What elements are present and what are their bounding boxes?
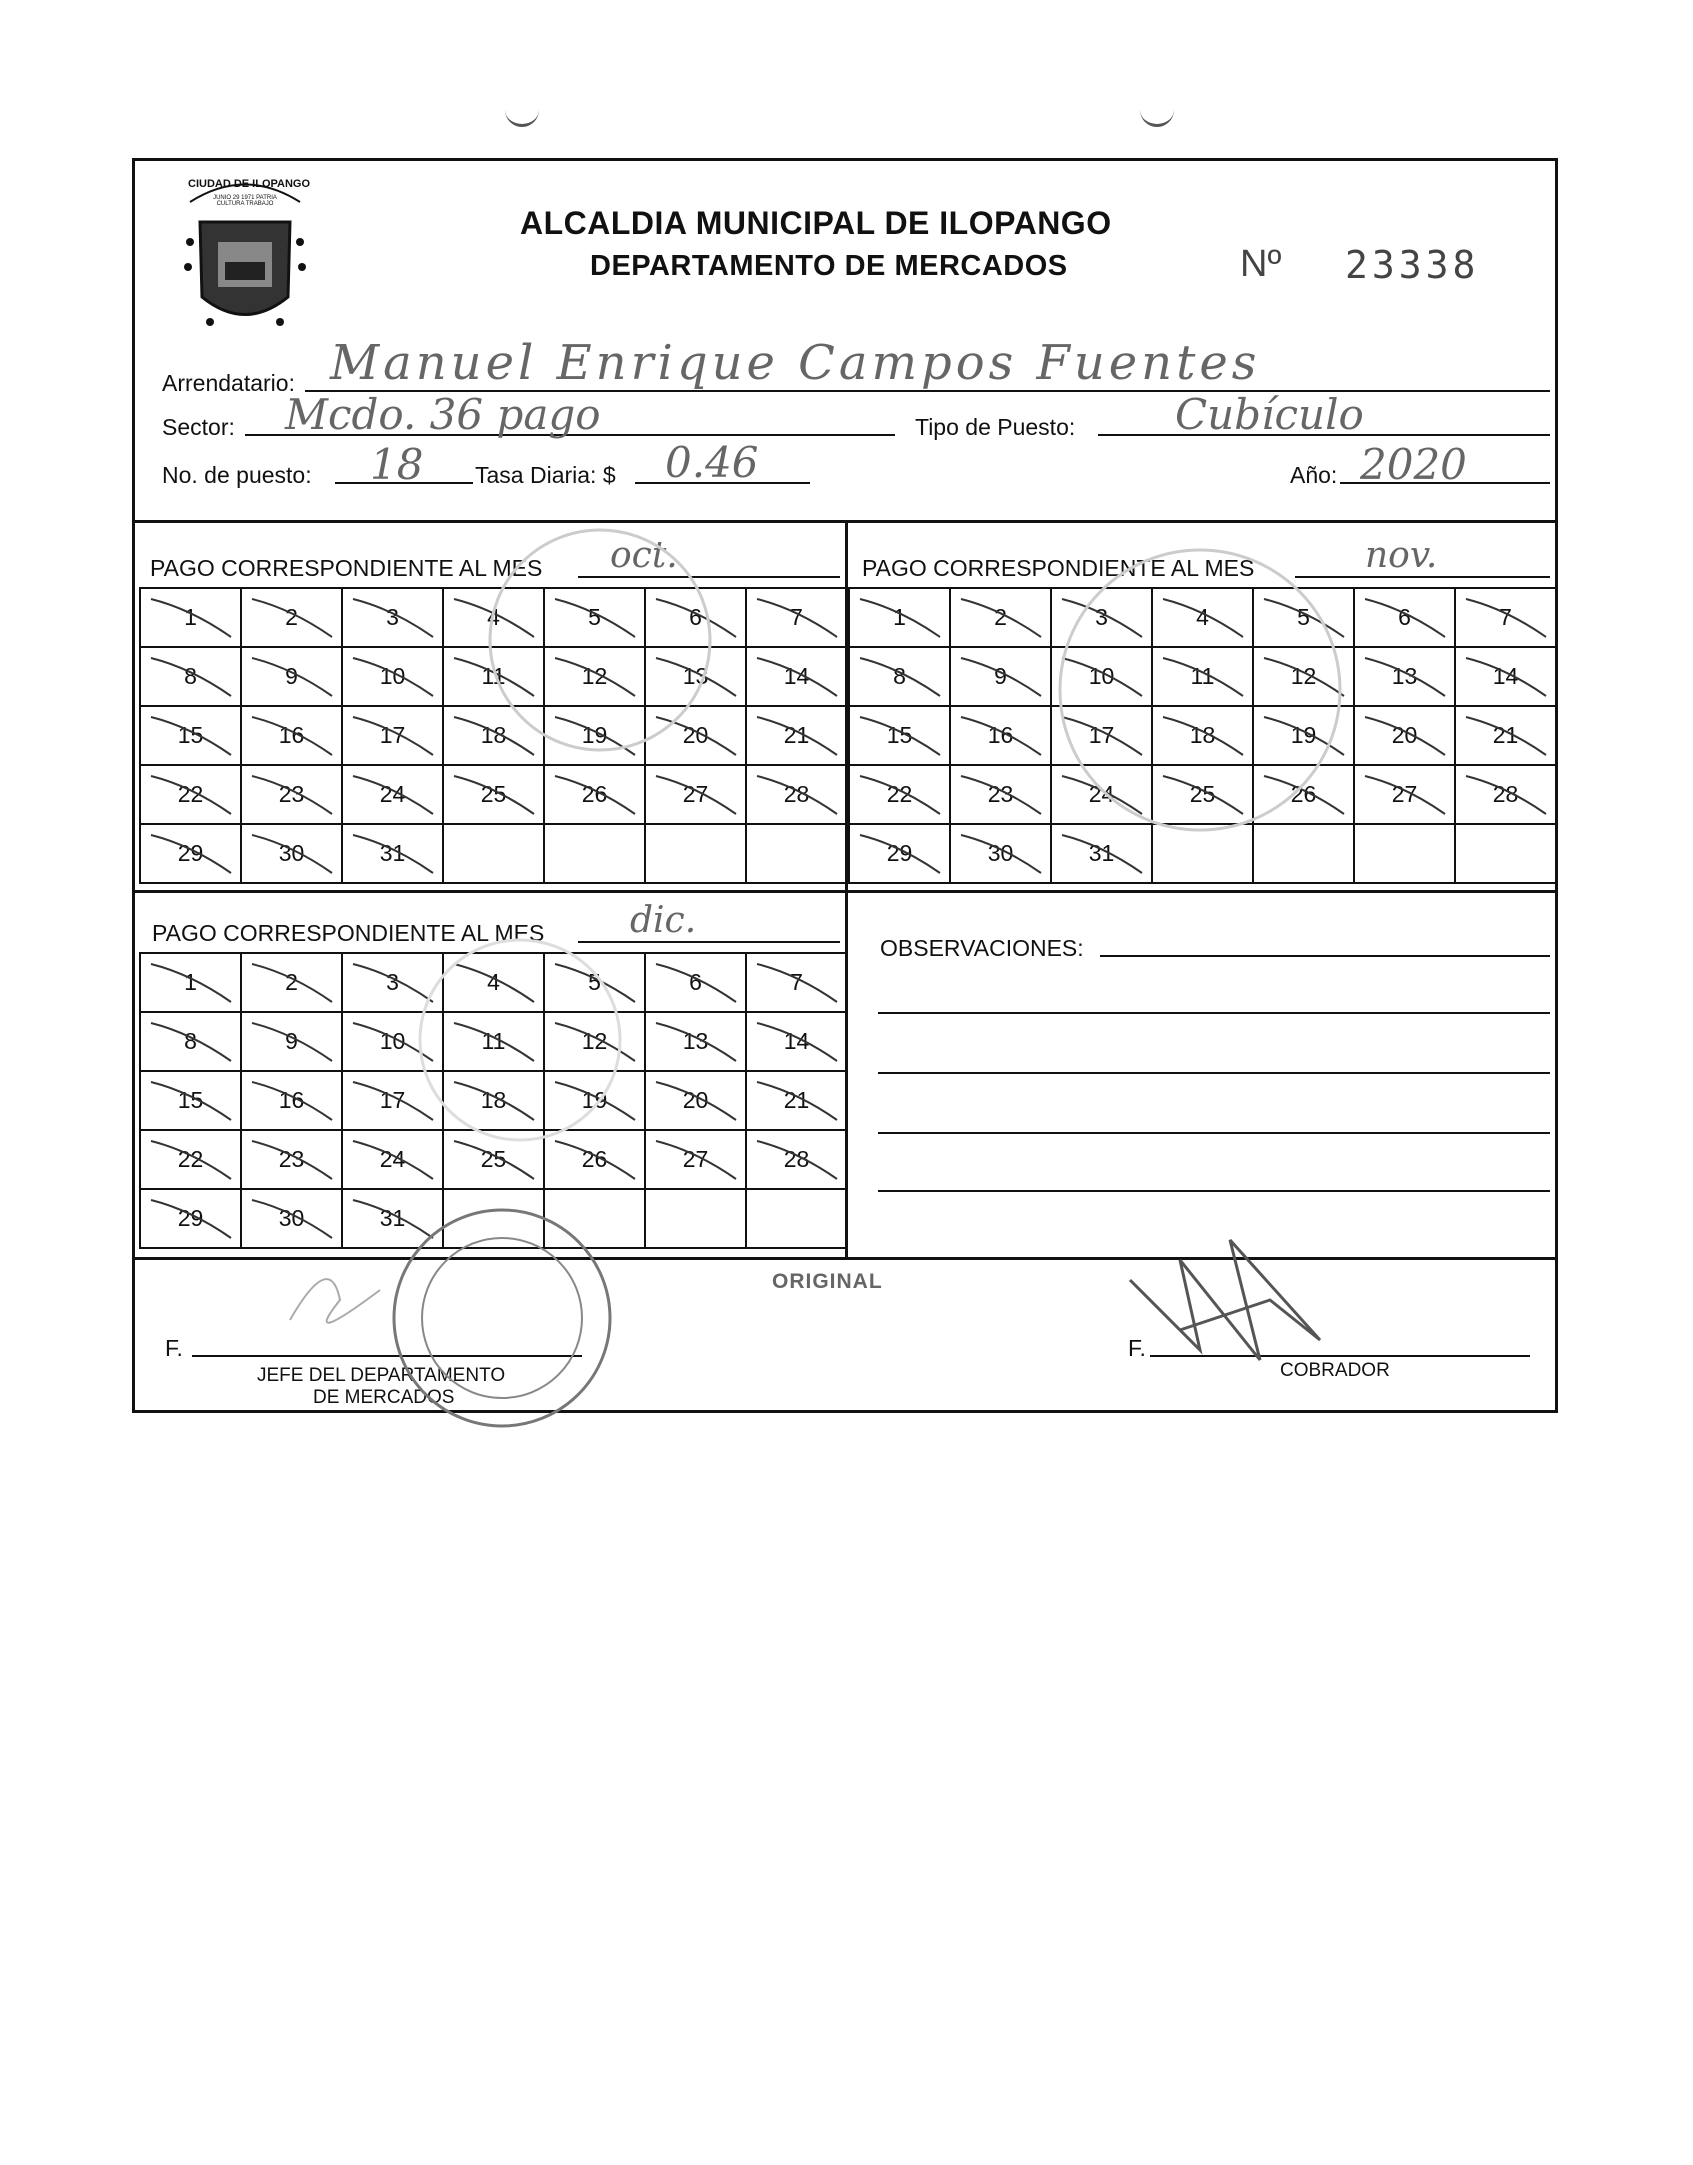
payment-tick-mark	[343, 825, 442, 882]
payment-tick-mark	[444, 1131, 543, 1188]
month-1-value: oct.	[610, 535, 678, 576]
payment-tick-mark	[951, 707, 1050, 764]
day-cell: 12	[544, 647, 645, 706]
tipo-puesto-label: Tipo de Puesto:	[915, 414, 1076, 440]
month-3-value: dic.	[630, 900, 697, 941]
day-cell: 15	[140, 706, 241, 765]
month-2-line	[1295, 576, 1550, 578]
day-cell	[645, 824, 746, 883]
day-cell: 30	[241, 824, 342, 883]
payment-tick-mark	[646, 648, 745, 705]
payment-tick-mark	[1052, 707, 1151, 764]
payment-tick-mark	[1355, 707, 1454, 764]
month-1-label: PAGO CORRESPONDIENTE AL MES	[150, 555, 543, 581]
day-cell: 21	[746, 1071, 847, 1130]
payment-tick-mark	[242, 1131, 341, 1188]
payment-tick-mark	[1254, 766, 1353, 823]
day-cell: 5	[544, 588, 645, 647]
middle-divider	[132, 890, 1558, 893]
payment-tick-mark	[1052, 825, 1151, 882]
payment-tick-mark	[343, 954, 442, 1011]
day-cell: 20	[1354, 706, 1455, 765]
payment-tick-mark	[444, 648, 543, 705]
day-cell: 19	[544, 706, 645, 765]
day-cell: 25	[1152, 765, 1253, 824]
anio-value: 2020	[1360, 440, 1467, 489]
payment-tick-mark	[747, 1072, 846, 1129]
seal-small-text: JUNIO 29 1971 PATRIA CULTURA TRABAJO	[213, 195, 277, 207]
payment-tick-mark	[141, 1072, 240, 1129]
month-3-label: PAGO CORRESPONDIENTE AL MES	[152, 920, 545, 946]
day-cell: 20	[645, 1071, 746, 1130]
payment-tick-mark	[1153, 707, 1252, 764]
payment-tick-mark	[444, 1072, 543, 1129]
day-cell	[1455, 824, 1556, 883]
day-cell: 19	[1253, 706, 1354, 765]
payment-tick-mark	[1153, 589, 1252, 646]
payment-tick-mark	[951, 766, 1050, 823]
payment-tick-mark	[343, 589, 442, 646]
jefe-label-line2: DE MERCADOS	[313, 1387, 455, 1408]
payment-tick-mark	[850, 825, 949, 882]
month-2-day-grid	[848, 587, 1557, 884]
arrendatario-label: Arrendatario:	[162, 370, 295, 396]
payment-tick-mark	[343, 766, 442, 823]
payment-tick-mark	[1254, 707, 1353, 764]
day-cell: 1	[140, 953, 241, 1012]
day-cell: 20	[645, 706, 746, 765]
day-cell: 18	[443, 1071, 544, 1130]
day-cell: 28	[1455, 765, 1556, 824]
payment-tick-mark	[141, 1131, 240, 1188]
month-3-line	[578, 941, 840, 943]
payment-tick-mark	[343, 1190, 442, 1247]
puesto-label: No. de puesto:	[162, 462, 312, 488]
day-cell	[544, 1189, 645, 1248]
day-cell	[544, 824, 645, 883]
payment-tick-mark	[343, 648, 442, 705]
day-cell: 31	[1051, 824, 1152, 883]
observaciones-line-3	[878, 1132, 1550, 1134]
observaciones-line-2	[878, 1072, 1550, 1074]
day-cell: 12	[544, 1012, 645, 1071]
original-label: ORIGINAL	[772, 1270, 883, 1293]
day-cell: 3	[1051, 588, 1152, 647]
payment-tick-mark	[1153, 766, 1252, 823]
day-cell: 13	[645, 1012, 746, 1071]
day-cell	[1354, 824, 1455, 883]
day-cell: 24	[342, 765, 443, 824]
day-cell: 10	[342, 1012, 443, 1071]
day-cell	[645, 1189, 746, 1248]
day-cell: 16	[950, 706, 1051, 765]
tasa-value: 0.46	[665, 438, 759, 487]
payment-tick-mark	[850, 766, 949, 823]
payment-tick-mark	[545, 648, 644, 705]
payment-tick-mark	[545, 954, 644, 1011]
payment-tick-mark	[141, 648, 240, 705]
payment-tick-mark	[444, 766, 543, 823]
day-cell: 6	[645, 953, 746, 1012]
payment-tick-mark	[646, 1013, 745, 1070]
day-cell: 21	[746, 706, 847, 765]
day-cell: 8	[140, 1012, 241, 1071]
day-cell: 16	[241, 706, 342, 765]
day-cell: 2	[241, 588, 342, 647]
day-cell: 27	[645, 1130, 746, 1189]
month-1-line	[578, 576, 840, 578]
day-cell: 5	[1253, 588, 1354, 647]
day-cell: 4	[443, 588, 544, 647]
punch-hole-right	[1140, 98, 1174, 127]
payment-tick-mark	[242, 1072, 341, 1129]
day-cell: 8	[140, 647, 241, 706]
seal-text: CIUDAD DE ILOPANGO	[188, 178, 311, 190]
payment-tick-mark	[545, 1013, 644, 1070]
payment-tick-mark	[850, 707, 949, 764]
day-cell: 25	[443, 1130, 544, 1189]
signature-left-line	[192, 1355, 582, 1357]
signature-right-line	[1150, 1355, 1530, 1357]
day-cell: 14	[746, 647, 847, 706]
payment-tick-mark	[242, 954, 341, 1011]
payment-tick-mark	[242, 648, 341, 705]
day-cell: 6	[1354, 588, 1455, 647]
day-cell: 9	[241, 1012, 342, 1071]
day-cell: 11	[443, 1012, 544, 1071]
payment-tick-mark	[343, 1072, 442, 1129]
payment-tick-mark	[850, 589, 949, 646]
payment-tick-mark	[141, 589, 240, 646]
day-cell: 30	[241, 1189, 342, 1248]
observaciones-label: OBSERVACIONES:	[880, 935, 1084, 961]
day-cell: 2	[241, 953, 342, 1012]
month-1-day-grid	[139, 587, 848, 884]
payment-tick-mark	[747, 589, 846, 646]
payment-tick-mark	[747, 766, 846, 823]
payment-tick-mark	[1355, 589, 1454, 646]
day-cell: 22	[849, 765, 950, 824]
payment-tick-mark	[141, 1190, 240, 1247]
payment-tick-mark	[646, 1131, 745, 1188]
tasa-label: Tasa Diaria: $	[475, 462, 616, 488]
day-cell	[443, 1189, 544, 1248]
day-cell: 23	[241, 765, 342, 824]
payment-tick-mark	[747, 707, 846, 764]
day-cell: 29	[849, 824, 950, 883]
day-cell: 9	[241, 647, 342, 706]
payment-tick-mark	[646, 589, 745, 646]
payment-tick-mark	[141, 1013, 240, 1070]
day-cell: 21	[1455, 706, 1556, 765]
arrendatario-value: Manuel Enrique Campos Fuentes	[330, 335, 1261, 391]
payment-tick-mark	[646, 1072, 745, 1129]
payment-tick-mark	[747, 1013, 846, 1070]
payment-tick-mark	[444, 707, 543, 764]
day-cell: 24	[342, 1130, 443, 1189]
day-cell: 25	[443, 765, 544, 824]
day-cell: 6	[645, 588, 746, 647]
day-cell: 7	[1455, 588, 1556, 647]
puesto-value: 18	[370, 440, 424, 489]
payment-tick-mark	[141, 766, 240, 823]
payment-tick-mark	[1153, 648, 1252, 705]
day-cell: 3	[342, 588, 443, 647]
day-cell: 9	[950, 647, 1051, 706]
day-cell: 22	[140, 765, 241, 824]
day-cell: 31	[342, 1189, 443, 1248]
day-cell: 29	[140, 1189, 241, 1248]
header-title: ALCALDIA MUNICIPAL DE ILOPANGO	[520, 205, 1112, 241]
day-cell: 8	[849, 647, 950, 706]
header-subtitle: DEPARTAMENTO DE MERCADOS	[590, 250, 1068, 282]
sector-value: Mcdo. 36 pago	[285, 390, 601, 439]
day-cell: 28	[746, 1130, 847, 1189]
day-cell: 15	[140, 1071, 241, 1130]
payment-tick-mark	[545, 1072, 644, 1129]
day-cell: 31	[342, 824, 443, 883]
payment-tick-mark	[343, 707, 442, 764]
day-cell: 22	[140, 1130, 241, 1189]
day-cell: 5	[544, 953, 645, 1012]
day-cell: 14	[1455, 647, 1556, 706]
payment-tick-mark	[141, 954, 240, 1011]
payment-tick-mark	[242, 589, 341, 646]
day-cell: 27	[645, 765, 746, 824]
payment-tick-mark	[545, 707, 644, 764]
payment-tick-mark	[951, 648, 1050, 705]
tipo-puesto-value: Cubículo	[1175, 390, 1364, 439]
day-cell: 12	[1253, 647, 1354, 706]
payment-tick-mark	[1456, 766, 1555, 823]
day-cell: 3	[342, 953, 443, 1012]
day-cell: 19	[544, 1071, 645, 1130]
payment-tick-mark	[646, 766, 745, 823]
day-cell: 14	[746, 1012, 847, 1071]
sector-label: Sector:	[162, 414, 235, 440]
day-cell: 13	[645, 647, 746, 706]
day-cell: 15	[849, 706, 950, 765]
payment-tick-mark	[444, 589, 543, 646]
day-cell: 26	[544, 1130, 645, 1189]
footer-divider	[132, 1257, 1558, 1260]
payment-tick-mark	[141, 825, 240, 882]
payment-tick-mark	[951, 825, 1050, 882]
day-cell: 24	[1051, 765, 1152, 824]
payment-tick-mark	[1355, 766, 1454, 823]
payment-tick-mark	[1456, 648, 1555, 705]
day-cell	[746, 824, 847, 883]
day-cell: 7	[746, 953, 847, 1012]
payment-tick-mark	[242, 825, 341, 882]
day-cell	[1152, 824, 1253, 883]
month-3-day-grid	[139, 952, 848, 1249]
day-cell: 4	[1152, 588, 1253, 647]
payment-tick-mark	[444, 954, 543, 1011]
payment-tick-mark	[1052, 648, 1151, 705]
day-cell: 29	[140, 824, 241, 883]
observaciones-line-1	[878, 1012, 1550, 1014]
month-2-label: PAGO CORRESPONDIENTE AL MES	[862, 555, 1255, 581]
payment-tick-mark	[1456, 589, 1555, 646]
day-cell: 28	[746, 765, 847, 824]
payment-tick-mark	[1456, 707, 1555, 764]
payment-tick-mark	[747, 648, 846, 705]
payment-tick-mark	[1254, 589, 1353, 646]
day-cell: 23	[241, 1130, 342, 1189]
payment-tick-mark	[141, 707, 240, 764]
jefe-label-line1: JEFE DEL DEPARTAMENTO	[257, 1365, 506, 1386]
day-cell: 7	[746, 588, 847, 647]
payment-tick-mark	[242, 1013, 341, 1070]
day-cell: 18	[1152, 706, 1253, 765]
anio-label: Año:	[1290, 462, 1338, 488]
day-cell: 18	[443, 706, 544, 765]
payment-tick-mark	[1052, 589, 1151, 646]
day-cell: 30	[950, 824, 1051, 883]
month-2-value: nov.	[1365, 535, 1438, 576]
payment-tick-mark	[242, 707, 341, 764]
day-cell: 26	[1253, 765, 1354, 824]
payment-tick-mark	[545, 589, 644, 646]
signature-right-f: F.	[1128, 1335, 1146, 1361]
day-cell	[443, 824, 544, 883]
form-number: 23338	[1345, 243, 1480, 287]
day-cell: 2	[950, 588, 1051, 647]
observaciones-line-4	[878, 1190, 1550, 1192]
payment-tick-mark	[747, 954, 846, 1011]
number-label: Nº	[1240, 243, 1282, 285]
payment-tick-mark	[444, 1013, 543, 1070]
payment-tick-mark	[1052, 766, 1151, 823]
day-cell	[746, 1189, 847, 1248]
observaciones-line-0	[1100, 955, 1550, 957]
day-cell: 1	[140, 588, 241, 647]
day-cell: 4	[443, 953, 544, 1012]
cobrador-label: COBRADOR	[1280, 1360, 1390, 1381]
payment-tick-mark	[747, 1131, 846, 1188]
payment-tick-mark	[646, 954, 745, 1011]
payment-tick-mark	[1254, 648, 1353, 705]
punch-hole-left	[505, 98, 539, 127]
payment-tick-mark	[545, 766, 644, 823]
day-cell: 17	[342, 1071, 443, 1130]
payment-tick-mark	[343, 1131, 442, 1188]
day-cell: 16	[241, 1071, 342, 1130]
payment-tick-mark	[646, 707, 745, 764]
day-cell: 1	[849, 588, 950, 647]
signature-left-f: F.	[165, 1335, 183, 1361]
payment-tick-mark	[242, 1190, 341, 1247]
payment-tick-mark	[951, 589, 1050, 646]
day-cell: 26	[544, 765, 645, 824]
day-cell: 17	[1051, 706, 1152, 765]
day-cell: 27	[1354, 765, 1455, 824]
payment-tick-mark	[1355, 648, 1454, 705]
day-cell: 11	[1152, 647, 1253, 706]
day-cell: 11	[443, 647, 544, 706]
day-cell: 17	[342, 706, 443, 765]
day-cell: 10	[342, 647, 443, 706]
day-cell	[1253, 824, 1354, 883]
day-cell: 10	[1051, 647, 1152, 706]
day-cell: 13	[1354, 647, 1455, 706]
payment-tick-mark	[545, 1131, 644, 1188]
day-cell: 23	[950, 765, 1051, 824]
payment-tick-mark	[850, 648, 949, 705]
payment-tick-mark	[242, 766, 341, 823]
payment-tick-mark	[343, 1013, 442, 1070]
